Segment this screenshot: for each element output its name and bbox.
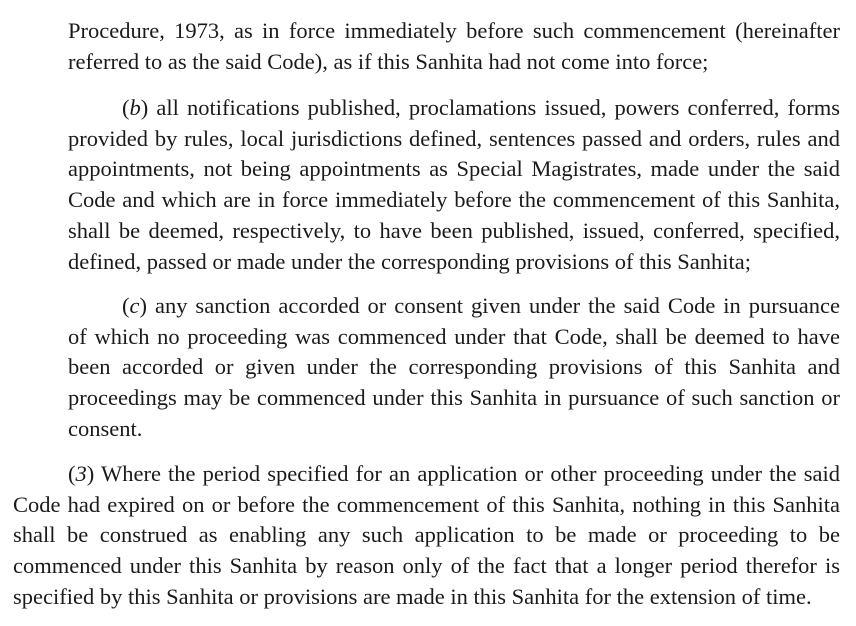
text-line: specified by this Sanhita or provisions are made in this Sanhita for the extension of time.: [13, 583, 812, 609]
text-line: shall be deemed, respectively, to have been published, issued, conferred, specified,: [68, 217, 840, 243]
clause-marker: c: [129, 293, 140, 318]
clause-c-first-line: [68, 291, 840, 322]
clause-marker-close: ): [86, 461, 95, 486]
clause-marker-close: ): [139, 293, 147, 318]
clause-marker-open: (: [122, 95, 130, 120]
text-line: Procedure, 1973, as in force immediately before such commencement (hereinafter: [68, 18, 840, 43]
text-line: commenced under this Sanhita by reason only of the fact that a longer period therefor is: [13, 553, 840, 579]
text-segment: any sanction accorded or consent given under the said Code in pursuance: [147, 293, 840, 318]
text-line: referred to as the said Code), as if this Sanhita had not come into force;: [68, 48, 709, 74]
text-line: Code and which are in force immediately before the commencement of this Sanhita,: [68, 187, 840, 213]
sub-section-3: [13, 459, 840, 613]
text-line: shall be construed as enabling any such application to be made or proceeding to be: [13, 522, 840, 548]
clause-b: [68, 93, 840, 277]
clause-a-continuation: [68, 16, 840, 77]
sub-section-3-first-line: [13, 459, 840, 490]
text-segment: all notifications published, proclamations issued, powers conferred, forms: [148, 95, 840, 120]
text-line: proceedings may be commenced under this Sanhita in pursuance of such sanction or: [68, 385, 840, 411]
text-line: provided by rules, local jurisdictions defined, sentences passed and orders, rules and: [68, 125, 840, 151]
clause-marker-open: (: [68, 461, 76, 486]
text-line: been accorded or given under the corresponding provisions of this Sanhita and: [68, 354, 840, 380]
text-line: appointments, not being appointments as Special Magistrates, made under the said: [68, 156, 840, 182]
clause-marker-open: (: [122, 293, 130, 318]
text-line: consent.: [68, 415, 143, 441]
clause-b-first-line: [68, 93, 840, 124]
clause-marker: 3: [75, 461, 87, 486]
text-line: of which no proceeding was commenced under that Code, shall be deemed to have: [68, 323, 840, 349]
clause-marker: b: [129, 95, 141, 120]
clause-marker-close: ): [140, 95, 149, 120]
clause-c: [68, 291, 840, 445]
text-segment: Where the period specified for an application or other proceeding under the said: [94, 461, 840, 486]
text-line: Code had expired on or before the commencement of this Sanhita, nothing in this Sanhita: [13, 491, 840, 517]
text-line: defined, passed or made under the corresponding provisions of this Sanhita;: [68, 248, 751, 274]
